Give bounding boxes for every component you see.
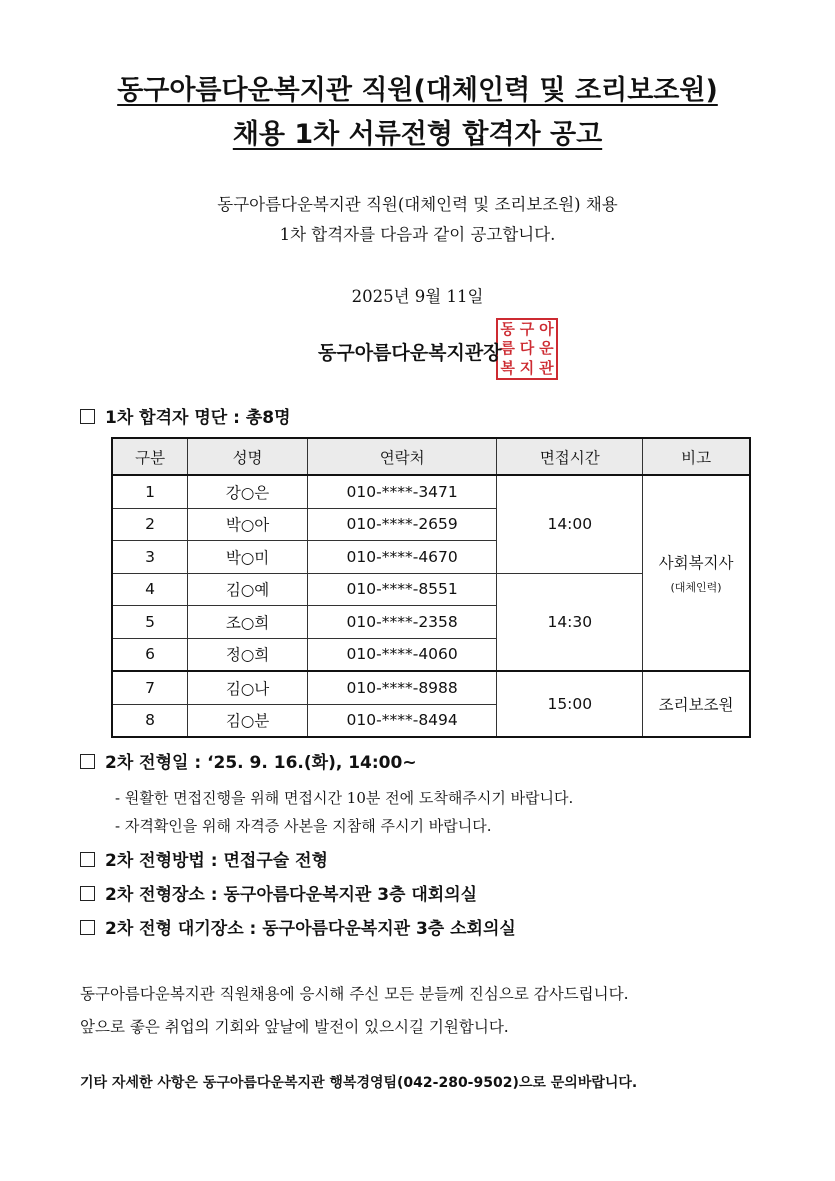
section-label: 2차 전형방법 : 면접구술 전형 xyxy=(105,851,328,871)
section-label: 2차 전형장소 : 동구아름다운복지관 3층 대회의실 xyxy=(105,885,478,905)
row-name: 박○아 xyxy=(188,508,308,541)
note-arrival: - 원활한 면접진행을 위해 면접시간 10분 전에 도착해주시기 바랍니다. xyxy=(115,789,574,807)
seal-char: 관 xyxy=(539,358,554,377)
row-phone: 010-****-2659 xyxy=(307,508,497,541)
row-name: 김○예 xyxy=(188,573,308,606)
official-seal-stamp xyxy=(496,318,558,380)
section-second-round-date xyxy=(80,748,417,773)
row-no: 2 xyxy=(112,508,188,541)
header-remarks: 비고 xyxy=(643,438,750,475)
row-name: 김○나 xyxy=(188,671,308,704)
section-label: 2차 전형 대기장소 : 동구아름다운복지관 3층 소회의실 xyxy=(105,919,516,939)
seal-char: 름 xyxy=(500,339,515,358)
section-second-round-venue xyxy=(80,880,477,905)
intro-line2: 1차 합격자를 다음과 같이 공고합니다. xyxy=(279,225,556,244)
row-phone: 010-****-8551 xyxy=(307,573,497,606)
seal-char: 운 xyxy=(539,339,554,358)
organization-signature: 동구아름다운복지관장 xyxy=(318,342,502,364)
section-label: 2차 전형일 : ‘25. 9. 16.(화), 14:00~ xyxy=(105,753,417,773)
remarks-cell-social-worker xyxy=(643,475,750,671)
passers-table xyxy=(111,437,751,738)
seal-char: 지 xyxy=(519,358,535,377)
row-phone: 010-****-3471 xyxy=(307,475,497,508)
row-name: 조○희 xyxy=(188,606,308,639)
interview-time-cell: 15:00 xyxy=(497,671,643,737)
section-label: 1차 합격자 명단 : 총8명 xyxy=(105,408,291,428)
row-phone: 010-****-2358 xyxy=(307,606,497,639)
closing-line1: 동구아름다운복지관 직원채용에 응시해 주신 모든 분들께 진심으로 감사드립니다. xyxy=(80,985,629,1003)
table-row xyxy=(112,671,750,704)
contact-info: 기타 자세한 사항은 동구아름다운복지관 행복경영팀(042-280-9502)으로 문의바랍니다. xyxy=(80,1075,638,1091)
row-no: 1 xyxy=(112,475,188,508)
remarks-cell-cook-assistant: 조리보조원 xyxy=(643,671,750,737)
notice-date: 2025년 9월 11일 xyxy=(351,287,484,306)
row-no: 7 xyxy=(112,671,188,704)
row-name: 강○은 xyxy=(188,475,308,508)
checkbox-square-icon xyxy=(80,852,95,867)
checkbox-square-icon xyxy=(80,920,95,935)
row-phone: 010-****-8988 xyxy=(307,671,497,704)
header-phone: 연락처 xyxy=(307,438,497,475)
seal-char: 아 xyxy=(539,320,554,339)
header-name: 성명 xyxy=(188,438,308,475)
header-interview-time: 면접시간 xyxy=(497,438,643,475)
row-name: 박○미 xyxy=(188,541,308,574)
row-no: 8 xyxy=(112,704,188,737)
table-header-row xyxy=(112,438,750,475)
row-phone: 010-****-4670 xyxy=(307,541,497,574)
row-phone: 010-****-8494 xyxy=(307,704,497,737)
checkbox-square-icon xyxy=(80,409,95,424)
seal-char: 구 xyxy=(519,320,535,339)
interview-time-cell: 14:00 xyxy=(497,475,643,573)
row-phone: 010-****-4060 xyxy=(307,638,497,671)
seal-char: 복 xyxy=(500,358,515,377)
row-no: 6 xyxy=(112,638,188,671)
interview-time-cell: 14:30 xyxy=(497,573,643,671)
row-name: 정○희 xyxy=(188,638,308,671)
section-waiting-room xyxy=(80,914,516,939)
closing-line2: 앞으로 좋은 취업의 기회와 앞날에 발전이 있으시길 기원합니다. xyxy=(80,1018,509,1036)
row-no: 4 xyxy=(112,573,188,606)
table-row xyxy=(112,475,750,508)
row-no: 5 xyxy=(112,606,188,639)
notice-title-line1: 동구아름다운복지관 직원(대체인력 및 조리보조원) xyxy=(117,75,718,106)
seal-char: 동 xyxy=(500,320,515,339)
intro-line1: 동구아름다운복지관 직원(대체인력 및 조리보조원) 채용 xyxy=(217,195,618,214)
notice-title-line2: 채용 1차 서류전형 합격자 공고 xyxy=(232,119,603,150)
checkbox-square-icon xyxy=(80,886,95,901)
seal-char: 다 xyxy=(519,339,535,358)
row-name: 김○분 xyxy=(188,704,308,737)
section-passers-list xyxy=(80,403,291,428)
intro-paragraph xyxy=(0,190,835,250)
section-second-round-method xyxy=(80,846,328,871)
note-certificate: - 자격확인을 위해 자격증 사본을 지참해 주시기 바랍니다. xyxy=(115,817,492,835)
remarks-main: 사회복지사 xyxy=(658,554,734,572)
header-no: 구분 xyxy=(112,438,188,475)
checkbox-square-icon xyxy=(80,754,95,769)
closing-message xyxy=(80,978,629,1044)
remarks-sub: (대체인력) xyxy=(670,581,722,594)
row-no: 3 xyxy=(112,541,188,574)
